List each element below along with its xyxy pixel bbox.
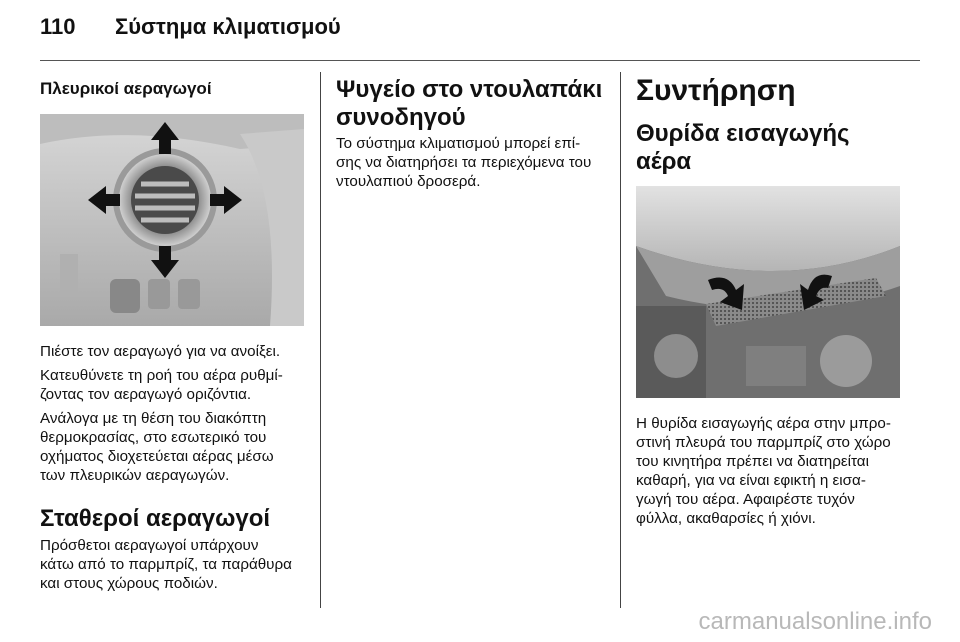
- side-vent-photo: [40, 114, 304, 326]
- text-line: οχήματος διοχετεύεται αέρας μέσω: [40, 448, 274, 465]
- side-vents-paragraph-2: [40, 366, 306, 404]
- column-side-vents: [40, 72, 306, 593]
- fixed-vents-paragraph: [40, 536, 306, 593]
- chapter-title: Σύστημα κλιματισμού: [115, 14, 341, 39]
- text-line: κάτω από το παρμπρίζ, τα παράθυρα: [40, 556, 292, 573]
- text-line: στινή πλευρά του παρμπρίζ στο χώρο: [636, 434, 891, 451]
- text-line: σης να διατηρήσει τα περιεχόμενα του: [336, 154, 592, 171]
- side-vents-paragraph-3: [40, 409, 306, 485]
- heading-line: συνοδηγού: [336, 104, 466, 131]
- side-vents-heading: Πλευρικοί αεραγωγοί: [40, 79, 212, 98]
- text-line: Πρόσθετοι αεραγωγοί υπάρχουν: [40, 537, 259, 554]
- text-line: θερμοκρασίας, στο εσωτερικό του: [40, 429, 267, 446]
- text-line: Κατευθύνετε τη ροή του αέρα ρυθμί-: [40, 367, 283, 384]
- glovebox-paragraph: [336, 134, 606, 191]
- text-line: Η θυρίδα εισαγωγής αέρα στην μπρο-: [636, 415, 891, 432]
- air-inlet-photo: [636, 186, 900, 398]
- text-line: ντουλαπιού δροσερά.: [336, 173, 481, 190]
- header-rule: [40, 60, 920, 61]
- text-line: Ανάλογα με τη θέση του διακόπτη: [40, 410, 267, 427]
- air-inlet-heading: Θυρίδα εισαγωγής αέρα: [636, 120, 850, 175]
- text-line: φύλλα, ακαθαρσίες ή χιόνι.: [636, 510, 816, 527]
- glovebox-heading: [336, 76, 606, 132]
- fixed-vents-heading: Σταθεροί αεραγωγοί: [40, 505, 271, 532]
- side-vents-paragraph-1: Πιέστε τον αεραγωγό για να ανοίξει.: [40, 343, 281, 360]
- maintenance-heading: Συντήρηση: [636, 74, 796, 107]
- column-maintenance: [636, 72, 906, 528]
- column-divider-1: [320, 72, 321, 608]
- text-line: και στους χώρους ποδιών.: [40, 575, 218, 592]
- page-number: 110: [40, 14, 76, 39]
- text-line: ζοντας τον αεραγωγό οριζόντια.: [40, 386, 252, 403]
- text-line: του κινητήρα πρέπει να διατηρείται: [636, 453, 869, 470]
- source-watermark: carmanualsonline.info: [698, 608, 932, 635]
- page-header: [40, 14, 920, 44]
- air-inlet-paragraph: [636, 414, 906, 528]
- text-line: Το σύστημα κλιματισμού μπορεί επί-: [336, 135, 581, 152]
- column-glovebox-cooling: [336, 72, 606, 191]
- text-line: καθαρή, για να είναι εφικτή η εισα-: [636, 472, 866, 489]
- text-line: γωγή του αέρα. Αφαιρέστε τυχόν: [636, 491, 855, 508]
- heading-line: Ψυγείο στο ντουλαπάκι: [336, 76, 603, 103]
- text-line: των πλευρικών αεραγωγών.: [40, 467, 230, 484]
- column-divider-2: [620, 72, 621, 608]
